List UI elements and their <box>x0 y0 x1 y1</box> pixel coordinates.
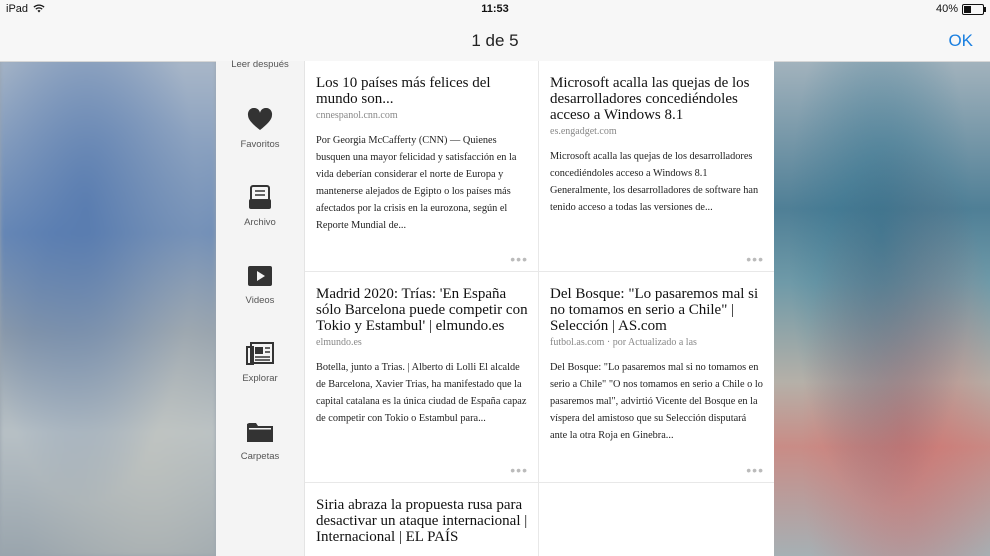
article-excerpt: Por Georgia McCafferty (CNN) — Quienes busquen una mayor felicidad y satisfacción en la vida deberían considerar el norte de Europa y mantenerse alejados de Egipto o los países más afectados por la crisis en la eurozona, según el Reporte Mundial de... <box>316 135 517 231</box>
article-card[interactable] <box>305 272 538 482</box>
nav-bar <box>0 20 990 62</box>
status-right <box>936 3 984 15</box>
article-source: elmundo.es <box>316 337 362 348</box>
article-excerpt: Del Bosque: "Lo pasaremos mal si no tomamos en serio a Chile" "O nos tomamos en serio a Chile o lo pasaremos mal", advirtió Vicente del Bosque en la víspera del amistoso que su Selección disputará ante la otra Roja en Ginebra... <box>550 362 763 441</box>
more-options-icon[interactable]: ••• <box>746 462 764 478</box>
sidebar-item-explore[interactable] <box>216 341 304 384</box>
article-card[interactable] <box>305 483 538 556</box>
article-card[interactable] <box>305 61 538 271</box>
sidebar-item-videos[interactable] <box>216 263 304 306</box>
sidebar-item-label: Explorar <box>242 373 278 384</box>
more-options-icon[interactable]: ••• <box>746 251 764 267</box>
article-title: Siria abraza la propuesta rusa para desactivar un ataque internacional | Internacional | EL PAÍS <box>316 497 528 545</box>
sidebar-item-favorites[interactable] <box>216 107 304 150</box>
battery-percent: 40% <box>935 3 958 15</box>
article-grid <box>305 61 774 556</box>
archive-icon <box>248 185 272 211</box>
video-icon <box>247 265 273 287</box>
sidebar-item-archive[interactable] <box>216 185 304 228</box>
article-title: Madrid 2020: Trías: 'En España sólo Barcelona puede competir con Tokio y Estambul' | elmundo.es <box>316 286 528 334</box>
sidebar-item-folders[interactable] <box>216 419 304 462</box>
sidebar-item-label: Favoritos <box>240 139 280 150</box>
article-title: Los 10 países más felices del mundo son... <box>316 75 491 107</box>
sidebar-item-label: Carpetas <box>240 451 280 462</box>
device-label: iPad <box>6 3 29 15</box>
blurred-background-left <box>0 60 216 556</box>
more-options-icon[interactable]: ••• <box>510 251 528 267</box>
article-excerpt: Botella, junto a Trias. | Alberto di Lolli El alcalde de Barcelona, Xavier Trias, ha manifestado que la capital catalana es la única ciudad de España capaz de competir con Tokio o Estambul para... <box>316 362 527 424</box>
empty-card <box>539 483 774 556</box>
folder-icon <box>246 420 274 444</box>
blurred-background-right <box>772 60 990 556</box>
article-source: cnnespanol.cnn.com <box>316 110 398 121</box>
article-card[interactable] <box>539 61 774 271</box>
page-title: 1 de 5 <box>471 31 519 50</box>
article-card[interactable] <box>539 272 774 482</box>
sidebar-item-label: Archivo <box>244 217 276 228</box>
article-excerpt: Microsoft acalla las quejas de los desarrolladores concediéndoles acceso a Windows 8.1 Generalmente, los desarrolladores de software han tenido acceso a todas las versiones de... <box>550 151 759 213</box>
sidebar-item-label: Videos <box>245 295 275 306</box>
more-options-icon[interactable]: ••• <box>510 462 528 478</box>
sidebar-item-read-later[interactable]: Leer después <box>231 59 289 70</box>
sidebar <box>216 61 305 556</box>
status-bar <box>0 0 990 20</box>
heart-icon <box>247 108 273 132</box>
content-panel <box>216 61 774 556</box>
explore-icon <box>246 342 274 366</box>
article-source: futbol.as.com · por Actualizado a las <box>550 337 697 348</box>
ok-button[interactable]: OK <box>948 31 973 50</box>
article-title: Del Bosque: "Lo pasaremos mal si no tomamos en serio a Chile" | Selección | AS.com <box>550 286 759 334</box>
article-source: es.engadget.com <box>550 126 617 137</box>
battery-icon <box>962 4 984 15</box>
article-title: Microsoft acalla las quejas de los desarrolladores concediéndoles acceso a Windows 8.1 <box>550 75 750 123</box>
status-time: 11:53 <box>481 3 509 15</box>
